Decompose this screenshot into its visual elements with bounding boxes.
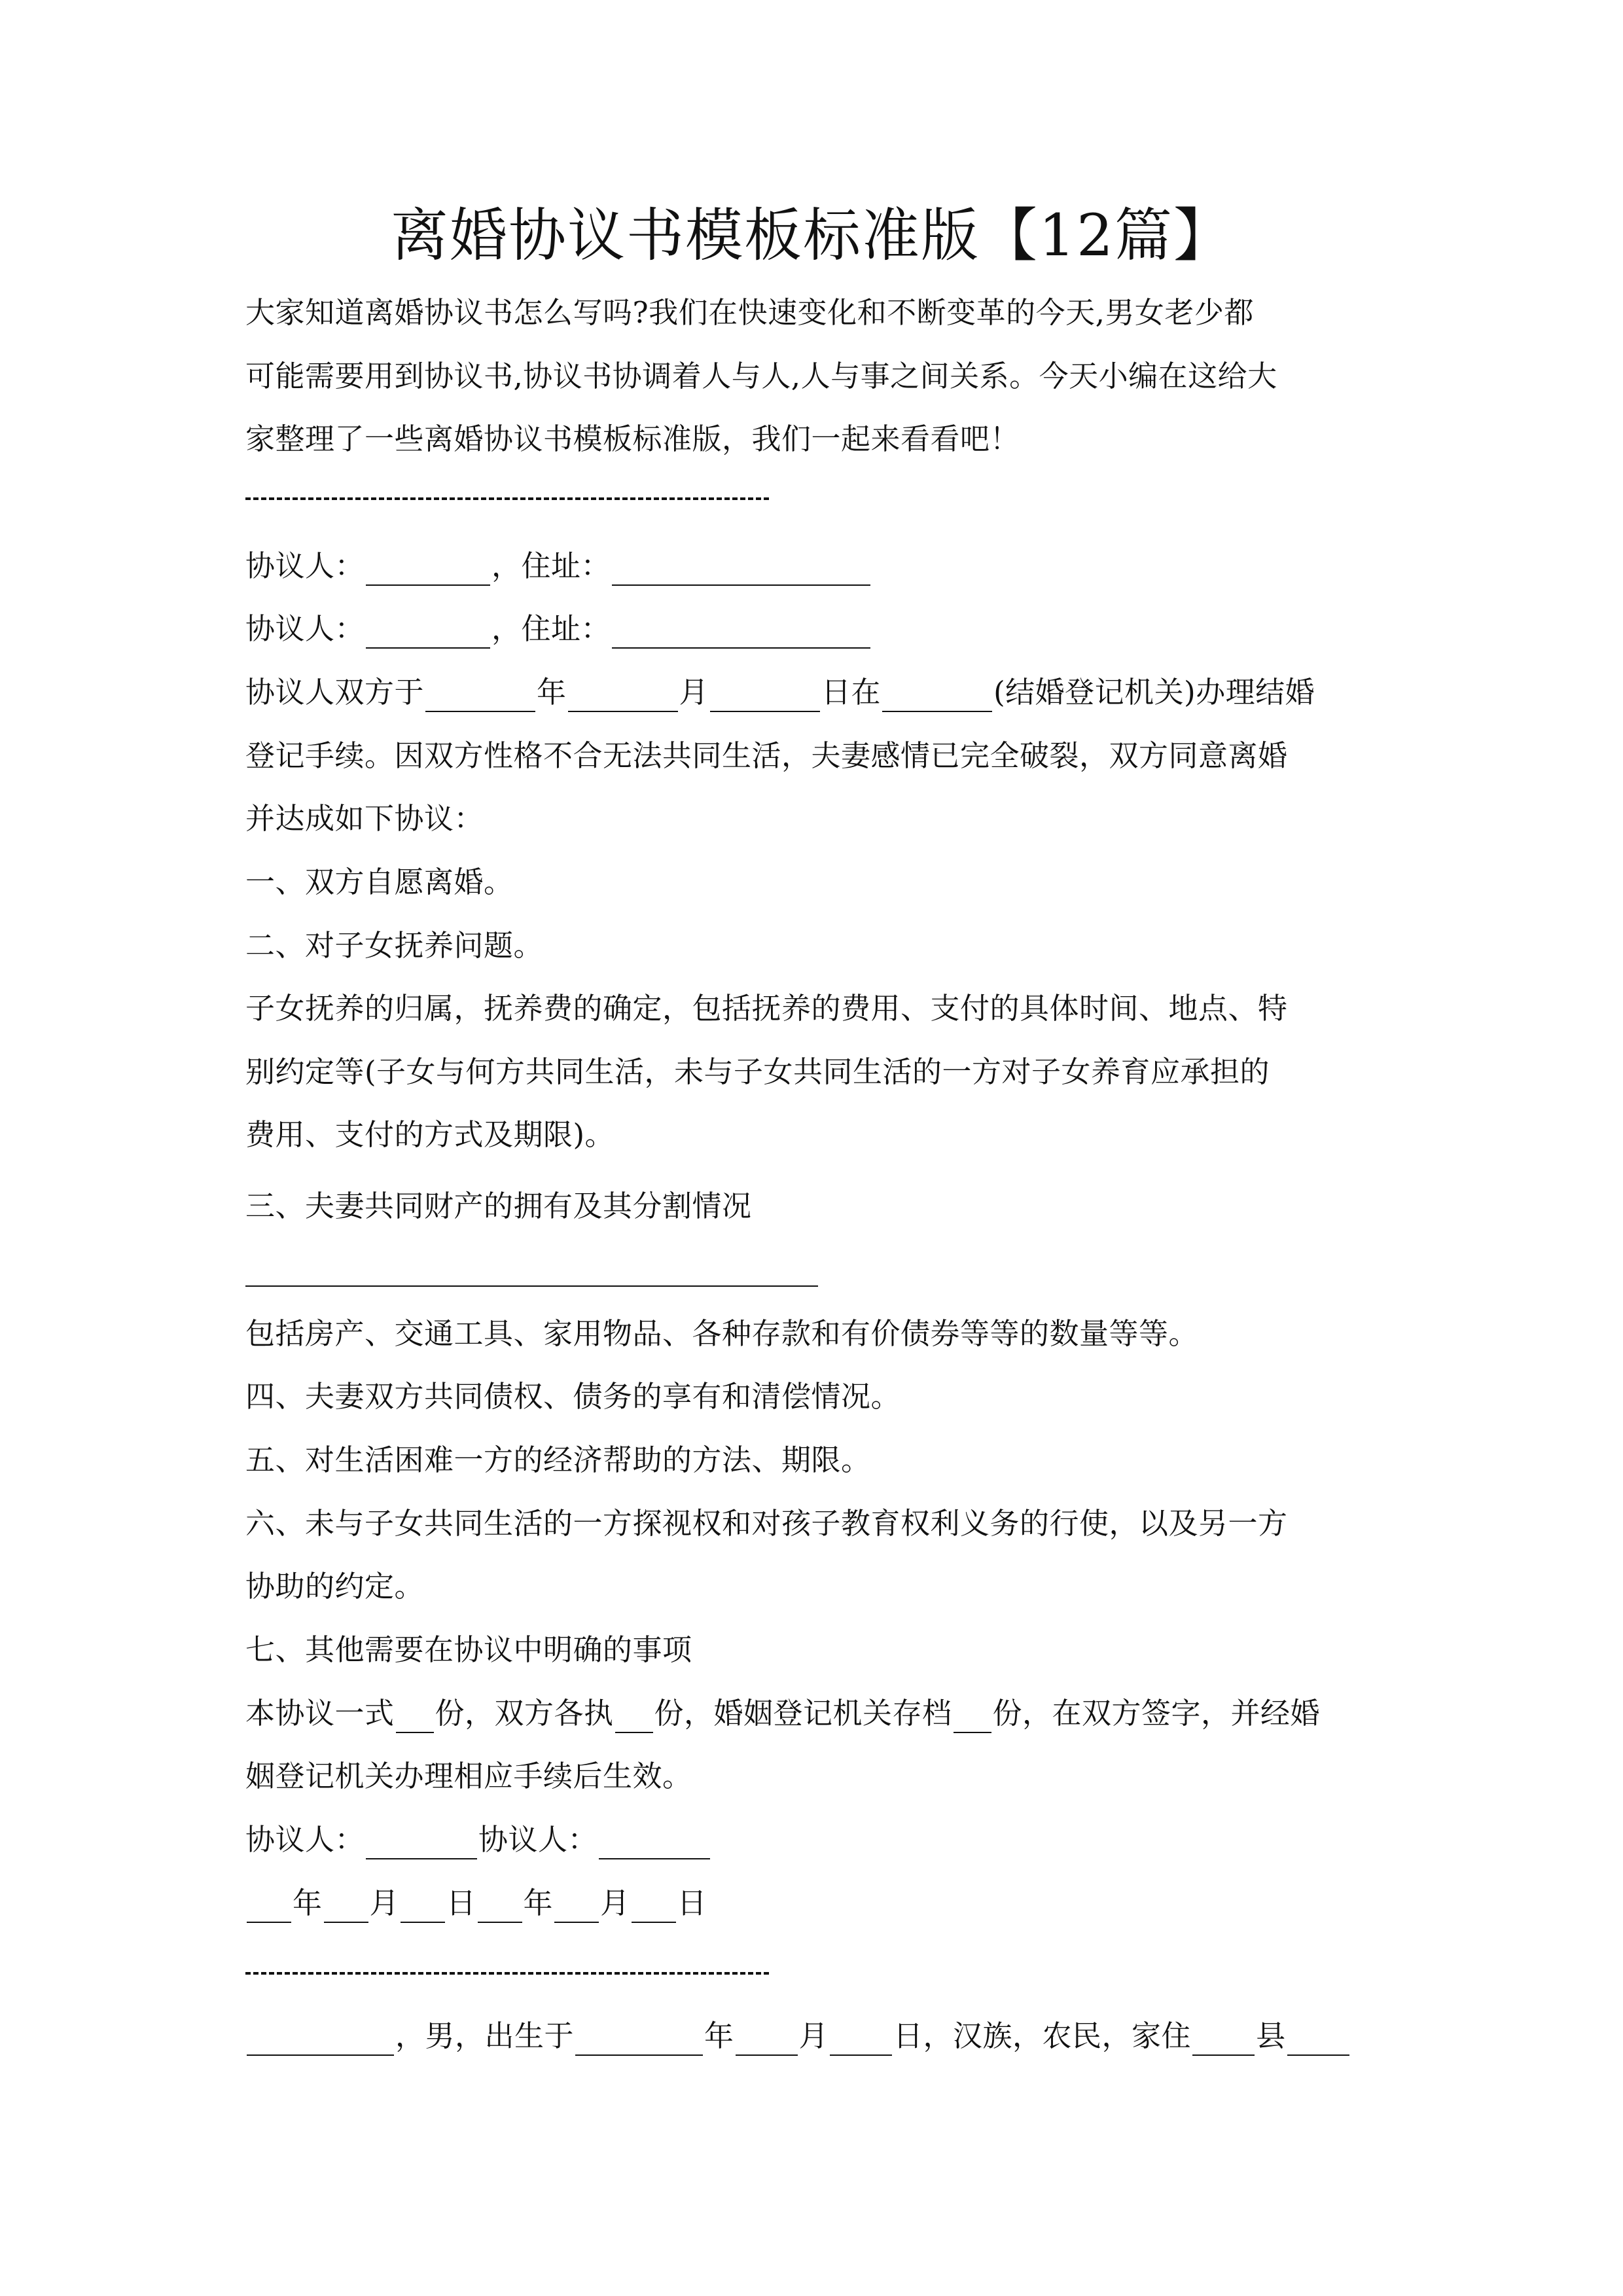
marriage-cont-2: 并达成如下协议：: [245, 801, 484, 836]
copies-each-blank: [615, 1703, 653, 1733]
marriage-suffix: (结婚登记机关)办理结婚: [993, 675, 1315, 709]
party-row-1: [245, 547, 1384, 586]
party-name-blank: [366, 619, 490, 649]
second-template-line: [245, 2017, 1384, 2056]
signature-label-1: 协议人：: [245, 1822, 365, 1857]
month-label: 月: [798, 2018, 829, 2053]
party-label: 协议人：: [245, 548, 365, 583]
year-blank: [247, 1893, 291, 1923]
day-blank: [632, 1893, 676, 1923]
party-label: 协议人：: [245, 611, 365, 646]
month-label: 月: [369, 1886, 400, 1920]
day-blank: [401, 1893, 445, 1923]
intro-line-1: 大家知道离婚协议书怎么写吗?我们在快速变化和不断变革的今天,男女老少都: [245, 295, 1254, 330]
clause-1: 一、双方自愿离婚。: [245, 865, 514, 899]
year-label: 年: [704, 2018, 734, 2053]
birth-month-blank: [736, 2026, 798, 2056]
copies-cont: 姻登记机关办理相应手续后生效。: [245, 1759, 692, 1793]
year-label: 年: [523, 1886, 554, 1920]
signature-line: [245, 1820, 1384, 1859]
signature-label-2: 协议人：: [478, 1822, 598, 1857]
clause-3: 三、夫妻共同财产的拥有及其分割情况: [245, 1189, 752, 1223]
date-line: [245, 1884, 1384, 1923]
clause-7: 七、其他需要在协议中明确的事项: [245, 1632, 692, 1667]
clause-6-line-2: 协助的约定。: [245, 1569, 425, 1604]
clause-2: 二、对子女抚养问题。: [245, 928, 544, 963]
copies-archive-blank: [954, 1703, 991, 1733]
clause-6-line-1: 六、未与子女共同生活的一方探视权和对孩子教育权利义务的行使，以及另一方: [245, 1506, 1288, 1541]
marriage-cont-1: 登记手续。因双方性格不合无法共同生活，夫妻感情已完全破裂，双方同意离婚: [245, 738, 1288, 773]
clause-2-detail-3: 费用、支付的方式及期限)。: [245, 1117, 615, 1152]
clause-3-detail: 包括房产、交通工具、家用物品、各种存款和有价债券等等的数量等等。: [245, 1316, 1199, 1351]
county-label: 县: [1256, 2018, 1286, 2053]
intro-line-2: 可能需要用到协议书,协议书协调着人与人,人与事之间关系。今天小编在这给大: [245, 359, 1277, 393]
county-blank: [1192, 2026, 1255, 2056]
day-label: 日: [446, 1886, 476, 1920]
day-blank: [710, 682, 820, 712]
day-at-label: 日在: [821, 675, 882, 709]
gender-birth-label: ，男，出生于: [395, 2018, 575, 2053]
dashed-separator: [245, 1972, 769, 1975]
day-label: 日: [677, 1886, 707, 1920]
clause-4: 四、夫妻双方共同债权、债务的享有和清偿情况。: [245, 1379, 901, 1414]
signature-blank-1: [366, 1829, 477, 1859]
name-blank: [247, 2026, 394, 2056]
birth-day-blank: [830, 2026, 892, 2056]
clause-5: 五、对生活困难一方的经济帮助的方法、期限。: [245, 1443, 871, 1477]
intro-line-3: 家整理了一些离婚协议书模板标准版，我们一起来看看吧！: [245, 422, 1020, 456]
copies-archive-label: 份，婚姻登记机关存档: [654, 1696, 952, 1731]
clause-2-detail-2: 别约定等(子女与何方共同生活，未与子女共同生活的一方对子女养育应承担的: [245, 1054, 1270, 1089]
year-blank: [478, 1893, 522, 1923]
address-label: ，住址：: [491, 548, 611, 583]
ethnicity-residence-label: 日，汉族，农民，家住: [893, 2018, 1192, 2053]
signature-blank-2: [599, 1829, 710, 1859]
year-label: 年: [293, 1886, 323, 1920]
address-blank: [612, 619, 870, 649]
month-blank: [554, 1893, 599, 1923]
document-title: 离婚协议书模板标准版【12篇】: [391, 202, 1232, 269]
year-blank: [425, 682, 535, 712]
registry-blank: [882, 682, 992, 712]
month-label: 月: [679, 675, 709, 709]
month-blank: [568, 682, 678, 712]
thin-separator: [245, 1285, 818, 1287]
party-row-2: [245, 609, 1384, 649]
copies-each-label: 份，双方各执: [435, 1696, 614, 1731]
town-blank: [1287, 2026, 1349, 2056]
copies-total-blank: [396, 1703, 434, 1733]
address-blank: [612, 556, 870, 586]
address-label: ，住址：: [491, 611, 611, 646]
birth-year-blank: [575, 2026, 703, 2056]
clause-2-detail-1: 子女抚养的归属，抚养费的确定，包括抚养的费用、支付的具体时间、地点、特: [245, 991, 1288, 1026]
month-label: 月: [600, 1886, 630, 1920]
party-name-blank: [366, 556, 490, 586]
copies-line: [245, 1694, 1384, 1733]
marriage-prefix: 协议人双方于: [245, 675, 425, 709]
year-label: 年: [537, 675, 567, 709]
copies-suffix: 份，在双方签字，并经婚: [992, 1696, 1321, 1731]
copies-total-label: 本协议一式: [245, 1696, 395, 1731]
marriage-line: [245, 673, 1384, 712]
dashed-separator: [245, 497, 769, 500]
month-blank: [324, 1893, 368, 1923]
